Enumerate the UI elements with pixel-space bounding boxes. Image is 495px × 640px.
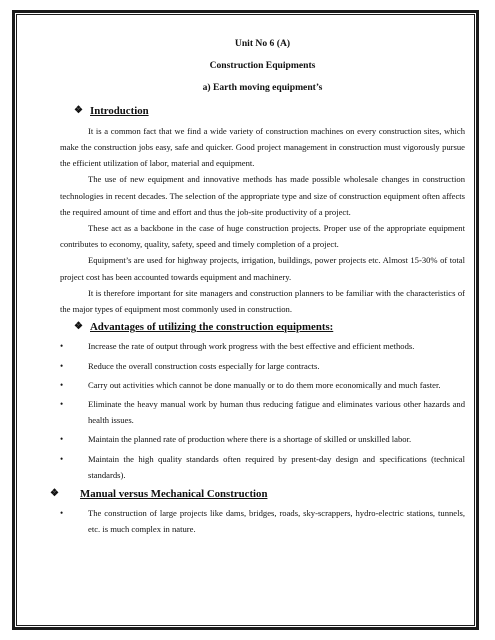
section-title: a) Earth moving equipment’s: [202, 82, 323, 94]
manual-list: [60, 505, 465, 537]
list-item: [60, 338, 465, 354]
diamond-bullet-icon: ❖: [74, 104, 83, 116]
introduction-heading-text: Introduction: [90, 104, 149, 117]
bullet-icon: •: [60, 399, 64, 410]
list-item-text: Increase the rate of output through work progress with the best effective and efficient methods.: [88, 341, 415, 352]
introduction-heading: [74, 103, 465, 119]
advantages-heading: [74, 319, 465, 335]
list-item: [60, 431, 465, 447]
intro-paragraph: The use of new equipment and innovative methods has made possible wholesale changes in construction technologies in recent decades. The selection of the appropriate type and size of construction equipment often affects the required amount of time and effort and thus the job-site productivity of a project.: [60, 174, 465, 217]
bullet-icon: •: [60, 508, 64, 519]
manual-vs-mechanical-heading-text: Manual versus Mechanical Construction: [80, 488, 268, 501]
manual-vs-mechanical-heading: [50, 486, 465, 502]
bullet-icon: •: [60, 453, 64, 464]
list-item-text: Eliminate the heavy manual work by human thus reducing fatigue and eliminates various other hazards and health issues.: [88, 399, 465, 426]
bullet-icon: •: [60, 379, 64, 390]
list-item: [60, 505, 465, 537]
intro-paragraph: These act as a backbone in the case of huge construction projects. Proper use of the appropriate equipment contributes to economy, quality, safety, speed and timely completion of a project.: [60, 223, 465, 250]
list-item-text: The construction of large projects like dams, bridges, roads, sky-scrappers, hydro-electric stations, tunnels, etc. is much complex in nature.: [88, 508, 465, 535]
diamond-bullet-icon: ❖: [74, 321, 83, 333]
list-item: [60, 396, 465, 428]
bullet-icon: •: [60, 341, 64, 352]
intro-paragraph: Equipment’s are used for highway projects, irrigation, buildings, power projects etc. Almost 15-30% of total project cost has been accounted towards equipment and machinery.: [60, 255, 465, 282]
unit-title: Unit No 6 (A): [234, 38, 291, 49]
list-item-text: Reduce the overall construction costs especially for large contracts.: [88, 360, 320, 371]
intro-paragraph: It is therefore important for site managers and construction planners to be familiar with the characteristics of the major types of equipment most commonly used in construction.: [60, 287, 465, 315]
diamond-bullet-icon: ❖: [50, 488, 59, 500]
intro-paragraph: It is a common fact that we find a wide variety of construction machines on every construction sites, which make the construction jobs easy, safe and quicker. Good project management in construction must vigorously pursue the efficient utilization of labor, material and equipment.: [60, 125, 465, 169]
advantages-heading-text: Advantages of utilizing the construction equipments:: [90, 321, 334, 334]
advantages-list: [60, 338, 465, 483]
list-item: [60, 377, 465, 393]
list-item: [60, 358, 465, 374]
list-item-text: Maintain the planned rate of production where there is a shortage of skilled or unskilled labor.: [88, 434, 412, 445]
document-body: [50, 36, 465, 541]
document-title: Construction Equipments: [209, 60, 316, 72]
bullet-icon: •: [60, 360, 64, 371]
list-item-text: Carry out activities which cannot be done manually or to do them more economically and much faster.: [88, 379, 441, 390]
list-item-text: Maintain the high quality standards often required by present-day design and specifications (technical standards).: [88, 453, 465, 480]
list-item: [60, 451, 465, 483]
bullet-icon: •: [60, 434, 64, 445]
